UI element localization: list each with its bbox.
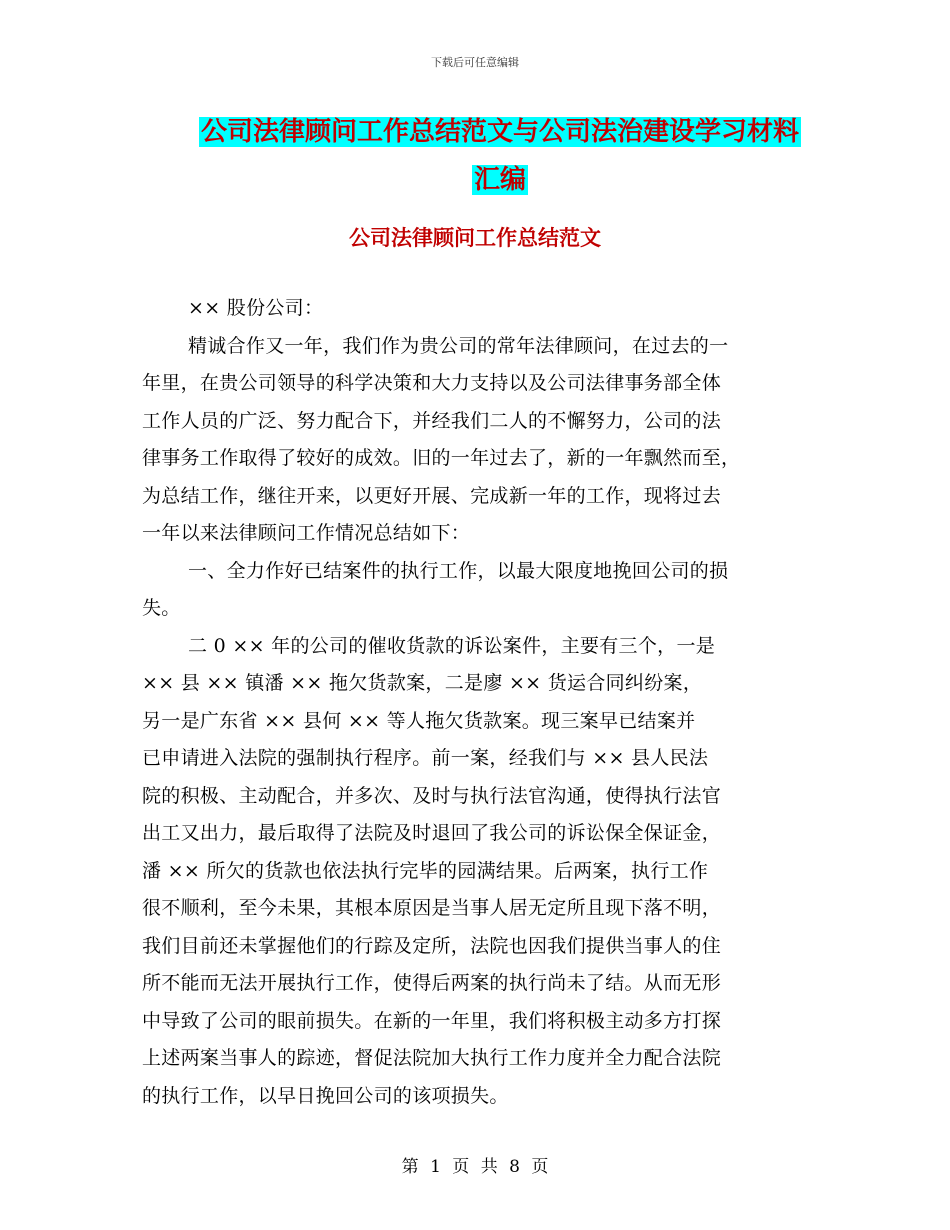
paragraph-line: 上述两案当事人的踪迹，督促法院加大执行工作力度并全力配合法院 — [142, 1047, 722, 1069]
paragraph-line: 一年以来法律顾问工作情况总结如下： — [142, 522, 471, 544]
paragraph-line: 很不顺利，至今未果，其根本原因是当事人居无定所且现下落不明， — [142, 897, 722, 919]
paragraph-line: 中导致了公司的眼前损失。在新的一年里，我们将积极主动多方打探 — [142, 1009, 722, 1032]
paragraph-line: 二 0 ×× 年的公司的催收货款的诉讼案件，主要有三个，一是 — [188, 634, 716, 657]
paragraph-line: 工作人员的广泛、努力配合下，并经我们二人的不懈努力，公司的法 — [142, 409, 722, 432]
paragraph-line: 精诚合作又一年，我们作为贵公司的常年法律顾问，在过去的一 — [188, 334, 729, 357]
paragraph-line: 另一是广东省 ×× 县何 ×× 等人拖欠货款案。现三案早已结案并 — [142, 709, 696, 732]
title-line-1: 公司法律顾问工作总结范文与公司法治建设学习材料 — [200, 117, 799, 147]
paragraph-line: 我们目前还未掌握他们的行踪及定所，法院也因我们提供当事人的住 — [142, 934, 722, 957]
page-number: 第 1 页 共 8 页 — [401, 1157, 549, 1177]
paragraph-line: 出工又出力，最后取得了法院及时退回了我公司的诉讼保全保证金， — [142, 822, 722, 844]
salutation: ×× 股份公司： — [188, 297, 324, 319]
paragraph-line: ×× 县 ×× 镇潘 ×× 拖欠货款案，二是廖 ×× 货运合同纠纷案， — [142, 672, 703, 694]
paragraph-line: 的执行工作，以早日挽回公司的该项损失。 — [142, 1084, 509, 1107]
section-heading-line: 失。 — [142, 597, 181, 619]
title-line-2: 汇编 — [473, 165, 526, 195]
body-text — [142, 290, 822, 1115]
paragraph-line: 年里，在贵公司领导的科学决策和大力支持以及公司法律事务部全体 — [142, 372, 722, 394]
paragraph-line: 为总结工作，继往开来，以更好开展、完成新一年的工作，现将过去 — [142, 484, 722, 507]
section-heading-line: 一、全力作好已结案件的执行工作，以最大限度地挽回公司的损 — [188, 559, 729, 582]
header-note: 下载后可任意编辑 — [431, 56, 519, 69]
paragraph-line: 已申请进入法院的强制执行程序。前一案，经我们与 ×× 县人民法 — [142, 747, 709, 769]
section-title: 公司法律顾问工作总结范文 — [349, 226, 601, 250]
paragraph-line: 院的积极、主动配合，并多次、及时与执行法官沟通，使得执行法官 — [142, 784, 722, 807]
paragraph-line: 所不能而无法开展执行工作，使得后两案的执行尚未了结。从而无形 — [142, 972, 722, 994]
paragraph-line: 律事务工作取得了较好的成效。旧的一年过去了，新的一年飘然而至， — [142, 447, 741, 469]
document-title — [150, 108, 850, 204]
paragraph-line: 潘 ×× 所欠的货款也依法执行完毕的园满结果。后两案，执行工作 — [142, 859, 709, 882]
